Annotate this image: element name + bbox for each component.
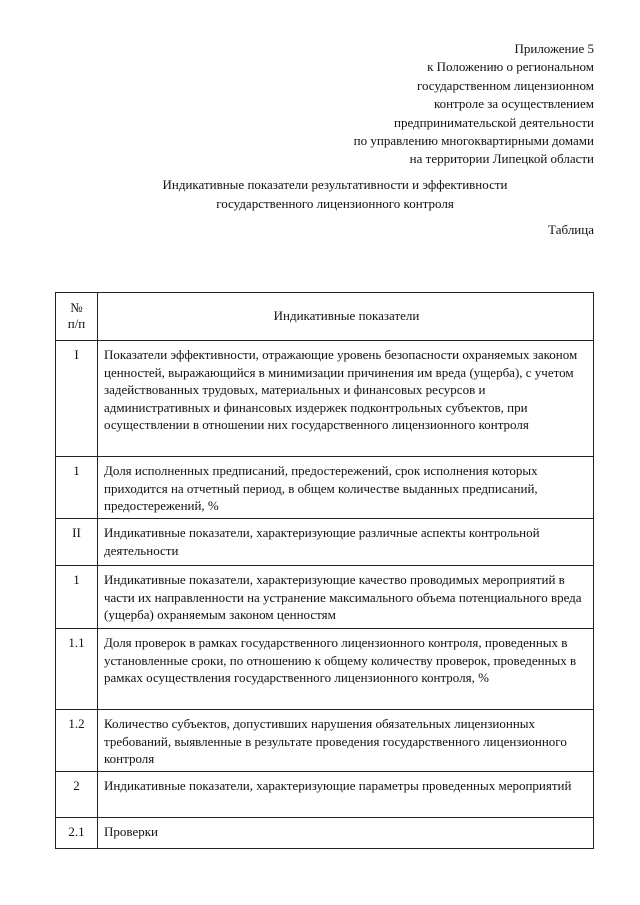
appendix-heading — [194, 40, 594, 169]
row-number: I — [56, 341, 98, 457]
row-number: 1 — [56, 566, 98, 629]
appendix-line: Приложение 5 — [514, 41, 594, 56]
row-text: Индикативные показатели, характеризующие различные аспекты контрольной деятельности — [98, 519, 594, 566]
appendix-line: государственном лицензионном — [416, 77, 594, 93]
row-text: Доля проверок в рамках государственного лицензионного контроля, проведенных в установленные сроки, по отношению к общему количеству проверок, проведенных в рамках осуществления государственного лицензионного контроля, % — [98, 629, 594, 710]
row-number: 2 — [56, 772, 98, 818]
table-header-row — [56, 293, 594, 341]
appendix-line: к Положению о региональном — [427, 59, 594, 75]
appendix-line: контроле за осуществлением — [433, 96, 594, 112]
header-number-abbrev: п/п — [67, 316, 86, 331]
row-number: II — [56, 519, 98, 566]
row-text: Индикативные показатели, характеризующие параметры проведенных мероприятий — [98, 772, 594, 818]
table-row — [56, 772, 594, 818]
row-text: Доля исполненных предписаний, предостережений, срок исполнения которых приходится на отчетный период, в общем количестве выданных предписаний, предостережений, % — [98, 457, 594, 519]
row-text: Проверки — [98, 818, 594, 849]
row-number: 1.1 — [56, 629, 98, 710]
header-number-sign: № — [70, 300, 83, 315]
row-number: 1.2 — [56, 710, 98, 772]
appendix-line: на территории Липецкой области — [409, 151, 594, 167]
table-row — [56, 519, 594, 566]
title-line-1: Индикативные показатели результативности и эффективности — [162, 177, 508, 192]
document-title — [80, 176, 590, 213]
row-text: Количество субъектов, допустивших нарушения обязательных лицензионных требований, выявленные в результате проведения государственного лицензионного контроля — [98, 710, 594, 772]
table-row — [56, 629, 594, 710]
appendix-line: предпринимательской деятельности — [394, 114, 594, 130]
table-row — [56, 341, 594, 457]
row-number: 2.1 — [56, 818, 98, 849]
appendix-line: по управлению многоквартирными домами — [353, 133, 594, 149]
table-row — [56, 818, 594, 849]
title-line-2: государственного лицензионного контроля — [216, 195, 454, 211]
row-text: Показатели эффективности, отражающие уровень безопасности охраняемых законом ценностей, выражающийся в минимизации причинения им вреда (ущерба), с учетом задействованных трудовых, материальных и финансовых ресурсов и административных и финансовых издержек подконтрольных субъектов, при осуществлении в отношении них государственного лицензионного контроля — [98, 341, 594, 457]
row-number: 1 — [56, 457, 98, 519]
table-row — [56, 566, 594, 629]
row-text: Индикативные показатели, характеризующие качество проводимых мероприятий в части их направленности на устранение максимального объема потенциального вреда (ущерба) охраняемым законом ценностям — [98, 566, 594, 629]
header-number — [56, 293, 98, 341]
table-label: Таблица — [548, 222, 594, 237]
table-row — [56, 457, 594, 519]
indicators-table — [55, 292, 594, 849]
table-row — [56, 710, 594, 772]
header-indicators: Индикативные показатели — [98, 293, 594, 341]
